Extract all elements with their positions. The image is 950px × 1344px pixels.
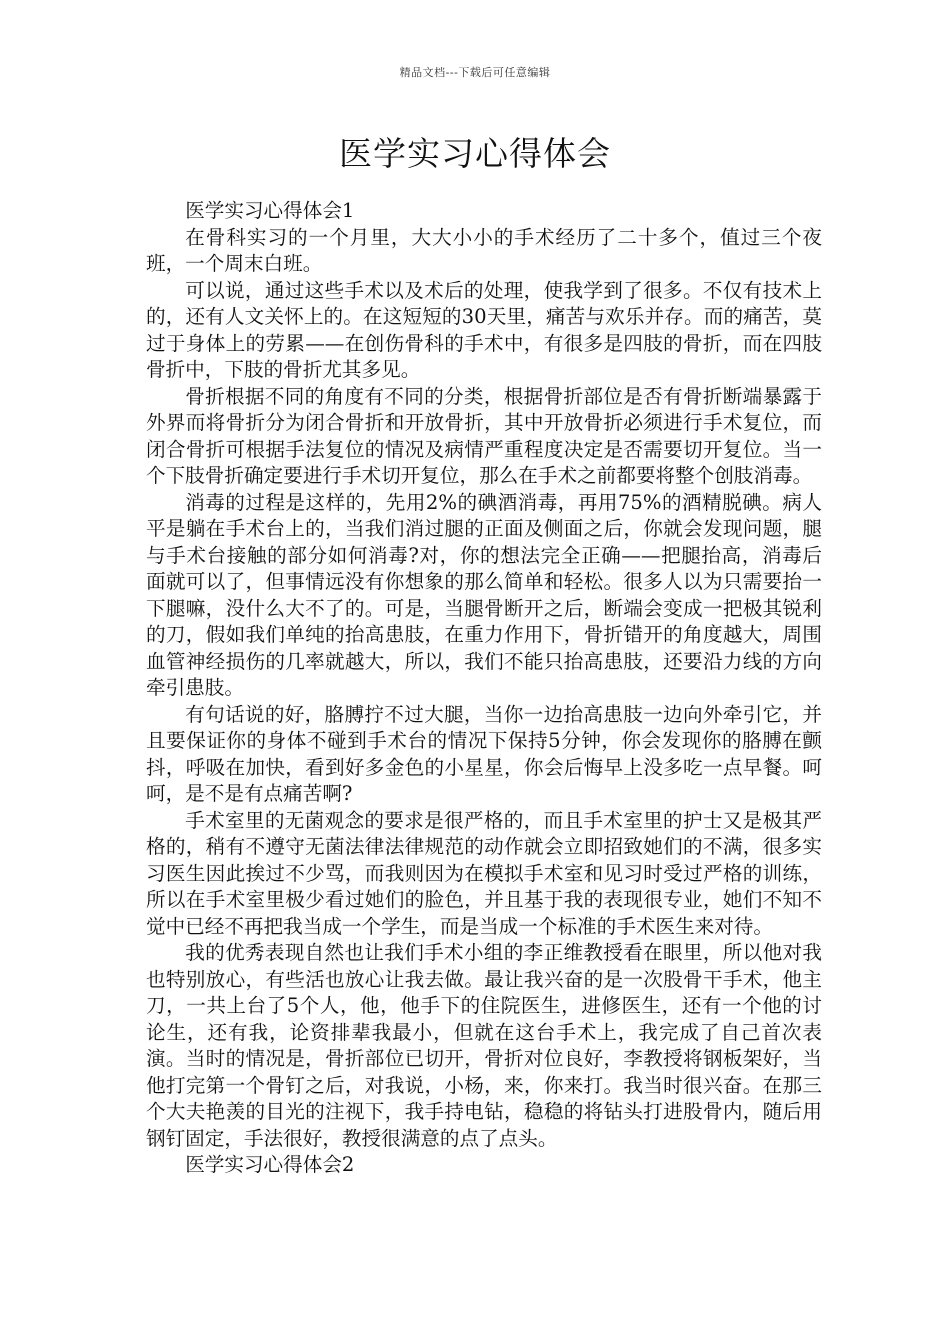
body-paragraph: 有句话说的好，胳膊拧不过大腿，当你一边抬高患肢一边向外牵引它，并且要保证你的身体不碰到手术台的情况下保持5分钟，你会发现你的胳膊在颤抖，呼吸在加快，看到好多金色的小星星，你会后悔早上没多吃一点早餐。呵呵，是不是有点痛苦啊? (146, 702, 822, 805)
body-paragraph: 手术室里的无菌观念的要求是很严格的，而且手术室里的护士又是极其严格的，稍有不遵守无菌法律法律规范的动作就会立即招致她们的不满，很多实习医生因此挨过不少骂，而我则因为在模拟手术室和见习时受过严格的训练，所以在手术室里极少看过她们的脸色，并且基于我的表现很专业，她们不知不觉中已经不再把我当成一个学生，而是当成一个标准的手术医生来对待。 (146, 808, 822, 938)
body-paragraph: 我的优秀表现自然也让我们手术小组的李正维教授看在眼里，所以他对我也特别放心，有些活也放心让我去做。最让我兴奋的是一次股骨干手术，他主刀，一共上台了5个人，他，他手下的住院医生，进修医生，还有一个他的讨论生，还有我，论资排辈我最小，但就在这台手术上，我完成了自己首次表演。当时的情况是，骨折部位已切开，骨折对位良好，李教授将钢板架好，当他打完第一个骨钉之后，对我说，小杨，来，你来打。我当时很兴奋。在那三个大夫艳羡的目光的注视下，我手持电钻，稳稳的将钻头打进股骨内，随后用钢钉固定，手法很好，教授很满意的点了点头。 (146, 941, 822, 1150)
document-body (146, 198, 822, 1179)
section-heading-1: 医学实习心得体会1 (185, 199, 355, 222)
body-paragraph: 消毒的过程是这样的，先用2%的碘酒消毒，再用75%的酒精脱碘。病人平是躺在手术台上的，当我们消过腿的正面及侧面之后，你就会发现问题，腿与手术台接触的部分如何消毒?对，你的想法完全正确——把腿抬高，消毒后面就可以了，但事情远没有你想象的那么简单和轻松。很多人以为只需要抬一下腿嘛，没什么大不了的。可是，当腿骨断开之后，断端会变成一把极其锐利的刀，假如我们单纯的抬高患肢，在重力作用下，骨折错开的角度越大，周围血管神经损伤的几率就越大，所以，我们不能只抬高患肢，还要沿力线的方向牵引患肢。 (146, 490, 822, 699)
section-heading-2: 医学实习心得体会2 (185, 1153, 355, 1176)
body-paragraph: 骨折根据不同的角度有不同的分类，根据骨折部位是否有骨折断端暴露于外界而将骨折分为闭合骨折和开放骨折，其中开放骨折必须进行手术复位，而闭合骨折可根据手法复位的情况及病情严重程度决定是否需要切开复位。当一个下肢骨折确定要进行手术切开复位，那么在手术之前都要将整个创肢消毒。 (146, 384, 822, 487)
document-title: 医学实习心得体会 (339, 134, 611, 173)
body-paragraph: 可以说，通过这些手术以及术后的处理，使我学到了很多。不仅有技术上的，还有人文关怀上的。在这短短的30天里，痛苦与欢乐并存。而的痛苦，莫过于身体上的劳累——在创伤骨科的手术中，有很多是四肢的骨折，而在四肢骨折中，下肢的骨折尤其多见。 (146, 278, 822, 381)
body-paragraph: 在骨科实习的一个月里，大大小小的手术经历了二十多个，值过三个夜班，一个周末白班。 (146, 225, 822, 275)
page-header: 精品文档---下载后可任意编辑 (399, 66, 551, 79)
